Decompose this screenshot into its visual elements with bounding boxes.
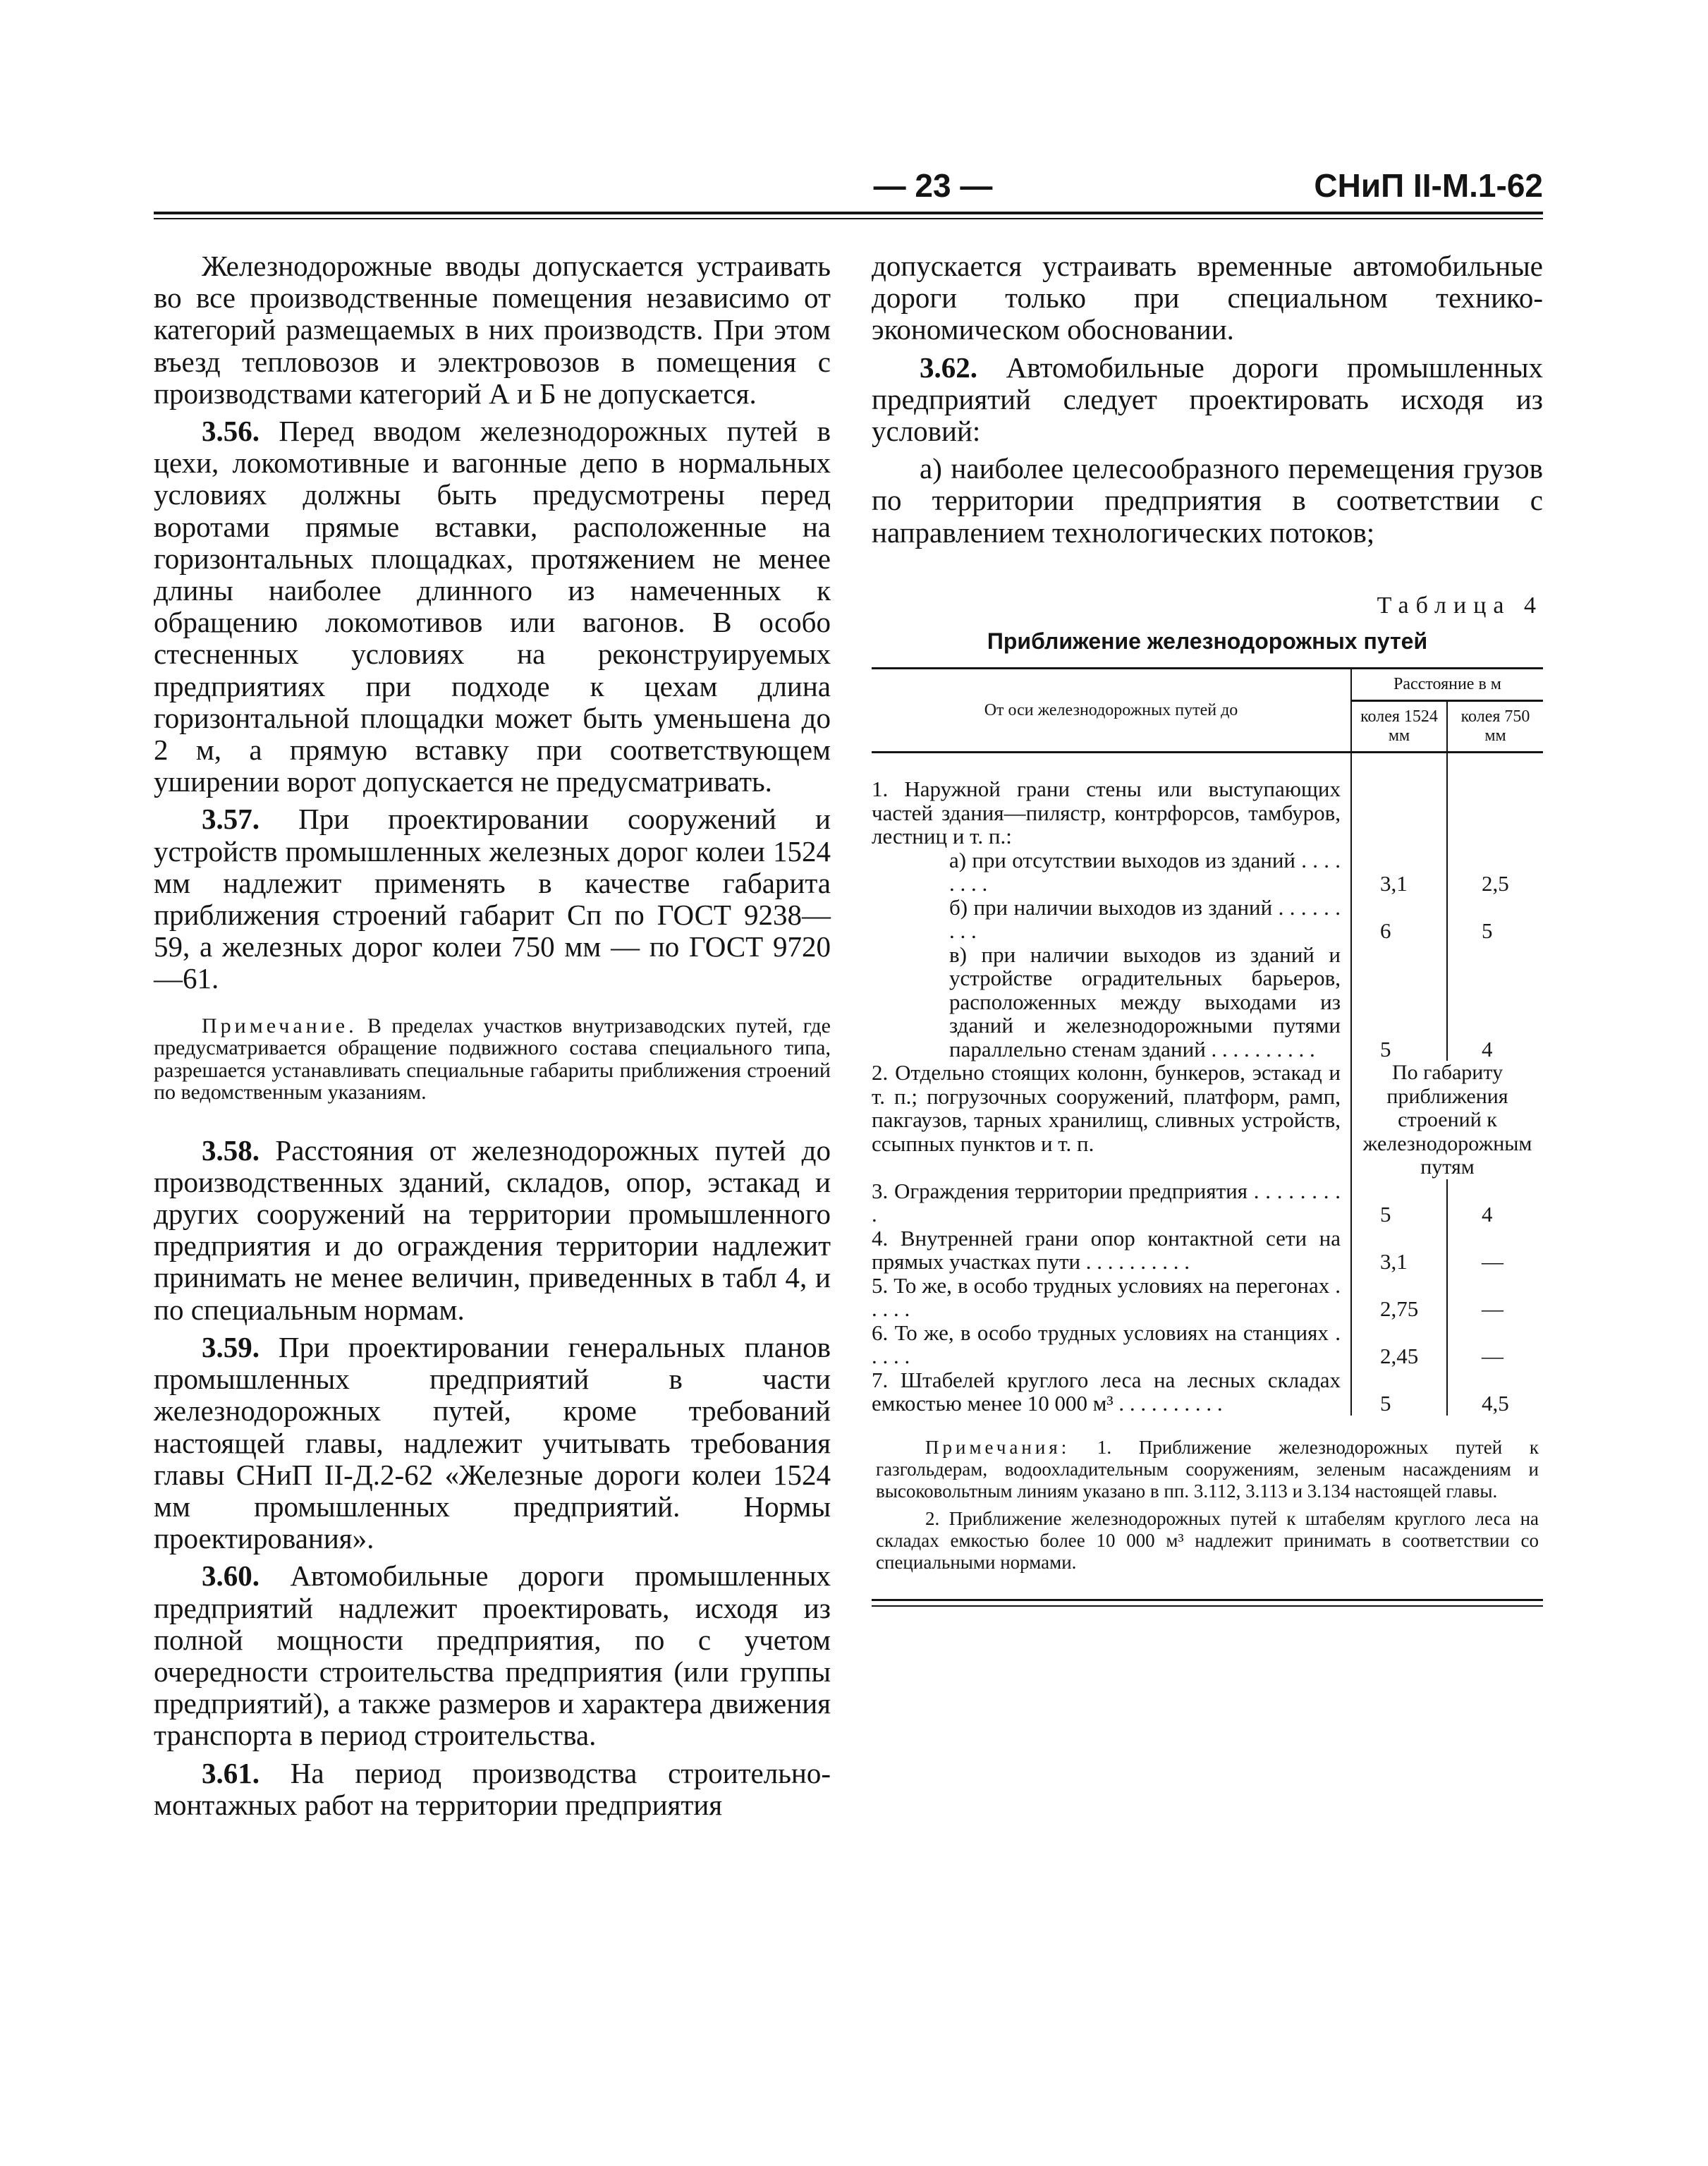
table-row <box>872 1274 1543 1321</box>
table-row <box>872 1227 1543 1274</box>
paragraph-continued: допускается устраивать временные автомобильные дороги только при специальном технико-экономическом обосновании. <box>872 250 1543 346</box>
clause-number: 3.57. <box>202 803 260 836</box>
row-description: 1. Наружной грани стены или выступающих частей здания—пилястр, контрфорсов, тамбуров, лестниц и т. п.: <box>872 777 1341 849</box>
table-row <box>872 1321 1543 1368</box>
paragraph-intro: Железнодорожные вводы допускается устраивать во все производственные помещения независимо от категорий размещаемых в них производств. При этом въезд тепловозов и электровозов в помещения с производствами категорий А и Б не допускается. <box>154 250 831 410</box>
page-header <box>154 166 1543 216</box>
cell-750: 5 <box>1447 896 1543 943</box>
document-code: СНиП II-М.1-62 <box>1314 167 1543 204</box>
table-note-1: Примечания: 1. Приближение железнодорожных путей к газгольдерам, водоохладительным сооружениям, зеленым насаждениям и высоковольтным линиям указано в пп. 3.112, 3.113 и 3.134 настоящей главы. <box>876 1436 1539 1502</box>
table-row <box>872 1179 1543 1227</box>
header-gauge-1524: колея 1524 мм <box>1351 701 1447 753</box>
paragraph-3-59: 3.59. При проектировании генеральных планов промышленных предприятий в части железнодорожных путей, кроме требований настоящей главы, надлежит учитывать требования главы СНиП II-Д.2-62 «Железные дороги колеи 1524 мм промышленных предприятий. Нормы проектирования». <box>154 1330 831 1555</box>
header-description: От оси железнодорожных путей до <box>872 669 1351 753</box>
table-caption: Таблица 4 <box>1377 592 1543 619</box>
cell-merged: По габариту приближения строений к железнодорожным путям <box>1351 1061 1543 1179</box>
cell-750: 4,5 <box>1447 1368 1543 1416</box>
clause-number: 3.58. <box>202 1133 260 1167</box>
cell-750: — <box>1447 1321 1543 1368</box>
table-bottom-rule <box>872 1605 1543 1607</box>
paragraph-3-62-a: а) наиболее целесообразного перемещения грузов по территории предприятия в соответствии с направлением технологических потоков; <box>872 452 1543 549</box>
cell-750: — <box>1447 1274 1543 1321</box>
row-description: 5. То же, в особо трудных условиях на перегонах . . . . . <box>872 1272 1341 1322</box>
cell-750: — <box>1447 1227 1543 1274</box>
header-gauge-750: колея 750 мм <box>1447 701 1543 753</box>
cell-1524: 5 <box>1351 1179 1447 1227</box>
row-description: а) при отсутствии выходов из зданий . . . . . . . . <box>949 847 1341 896</box>
table-row <box>872 1368 1543 1416</box>
cell-1524: 3,1 <box>1351 848 1447 896</box>
table-row <box>872 753 1543 848</box>
paragraph-3-60: 3.60. Автомобильные дороги промышленных предприятий надлежит проектировать, исходя из полной мощности предприятия, по с учетом очередности строительства предприятия (или группы предприятий), а также размеров и характера движения транспорта в период строительства. <box>154 1559 831 1752</box>
table-row <box>872 943 1543 1061</box>
paragraph-3-62: 3.62. Автомобильные дороги промышленных предприятий следует проектировать исходя из условий: <box>872 351 1543 448</box>
clause-number: 3.60. <box>202 1559 260 1593</box>
clause-number: 3.61. <box>202 1756 260 1789</box>
paragraph-3-57: 3.57. При проектировании сооружений и устройств промышленных железных дорог колеи 1524 мм надлежит применять в качестве габарита приближения строений габарит Сп по ГОСТ 9238—59, а железных дорог колеи 750 мм — по ГОСТ 9720—61. <box>154 803 831 995</box>
note-3-57: Примечание. В пределах участков внутризаводских путей, где предусматривается обращение подвижного состава специального типа, разрешается устанавливать специальные габариты приближения строений по ведомственным указаниям. <box>154 1014 831 1105</box>
left-column <box>154 250 831 1827</box>
paragraph-3-56: 3.56. Перед вводом железнодорожных путей в цехи, локомотивные и вагонные депо в нормальных условиях должны быть предусмотрены перед воротами прямые вставки, расположенные на горизонтальных площадках, протяжением не менее длины наиболее длинного из намеченных к обращению локомотивов или вагонов. В особо стесненных условиях на реконструируемых предприятиях при подходе к цехам длина горизонтальной площадки может быть уменьшена до 2 м, а прямую вставку при соответствующем уширении ворот допускается не предусматривать. <box>154 415 831 798</box>
row-description: 6. То же, в особо трудных условиях на станциях . . . . . <box>872 1320 1341 1369</box>
note-label: Примечание. <box>202 1014 358 1038</box>
clause-number: 3.56. <box>202 415 260 448</box>
notes-label: Примечания: <box>925 1436 1070 1458</box>
cell-750: 4 <box>1447 1179 1543 1227</box>
clearance-table <box>872 667 1543 1601</box>
table-row <box>872 848 1543 896</box>
header-rule-thin <box>154 218 1543 219</box>
row-description: б) при наличии выходов из зданий . . . . . . . . . <box>949 894 1341 944</box>
cell-750: 2,5 <box>1447 848 1543 896</box>
table-title: Приближение железнодорожных путей <box>987 628 1428 655</box>
page-number: — 23 — <box>873 167 993 204</box>
clause-number: 3.62. <box>920 351 977 384</box>
cell-750: 4 <box>1447 943 1543 1061</box>
row-description: 4. Внутренней грани опор контактной сети на прямых участках пути . . . . . . . . . . <box>872 1225 1341 1274</box>
table-note-2: 2. Приближение железнодорожных путей к штабелям круглого леса на складах емкостью более 10 000 м³ надлежит принимать в соответствии со специальными нормами. <box>876 1507 1539 1573</box>
cell-1524: 5 <box>1351 1368 1447 1416</box>
cell-1524: 2,75 <box>1351 1274 1447 1321</box>
paragraph-3-58: 3.58. Расстояния от железнодорожных путей до производственных зданий, складов, опор, эстакад и других сооружений на территории промышленного предприятия и до ограждения территории надлежит принимать не менее величин, приведенных в табл 4, и по специальным нормам. <box>154 1133 831 1326</box>
cell-750 <box>1447 753 1543 848</box>
clause-number: 3.59. <box>202 1330 260 1363</box>
cell-1524: 6 <box>1351 896 1447 943</box>
table-row <box>872 896 1543 943</box>
right-column <box>872 250 1543 1607</box>
header-rule-thick <box>154 212 1543 214</box>
cell-1524 <box>1351 753 1447 848</box>
row-description: 2. Отдельно стоящих колонн, бункеров, эстакад и т. п.; погрузочных сооружений, платформ, рамп, пакгаузов, тарных хранилищ, сливных устройств, ссыпных пунктов и т. п. <box>872 1060 1341 1156</box>
table-notes <box>872 1416 1543 1600</box>
cell-1524: 3,1 <box>1351 1227 1447 1274</box>
table-row <box>872 1061 1543 1179</box>
cell-1524: 5 <box>1351 943 1447 1061</box>
paragraph-3-61: 3.61. На период производства строительно-монтажных работ на территории предприятия <box>154 1756 831 1821</box>
row-description: 7. Штабелей круглого леса на лесных складах емкостью менее 10 000 м³ . . . . . . . . . . <box>872 1367 1341 1416</box>
header-distance-group: Расстояние в м <box>1351 669 1543 701</box>
row-description: 3. Ограждения территории предприятия . . . . . . . . . <box>872 1178 1341 1227</box>
cell-1524: 2,45 <box>1351 1321 1447 1368</box>
row-description: в) при наличии выходов из зданий и устройстве оградительных барьеров, расположенных между выходами из зданий и железнодорожными путями параллельно стенам зданий . . . . . . . . . . <box>949 942 1341 1061</box>
